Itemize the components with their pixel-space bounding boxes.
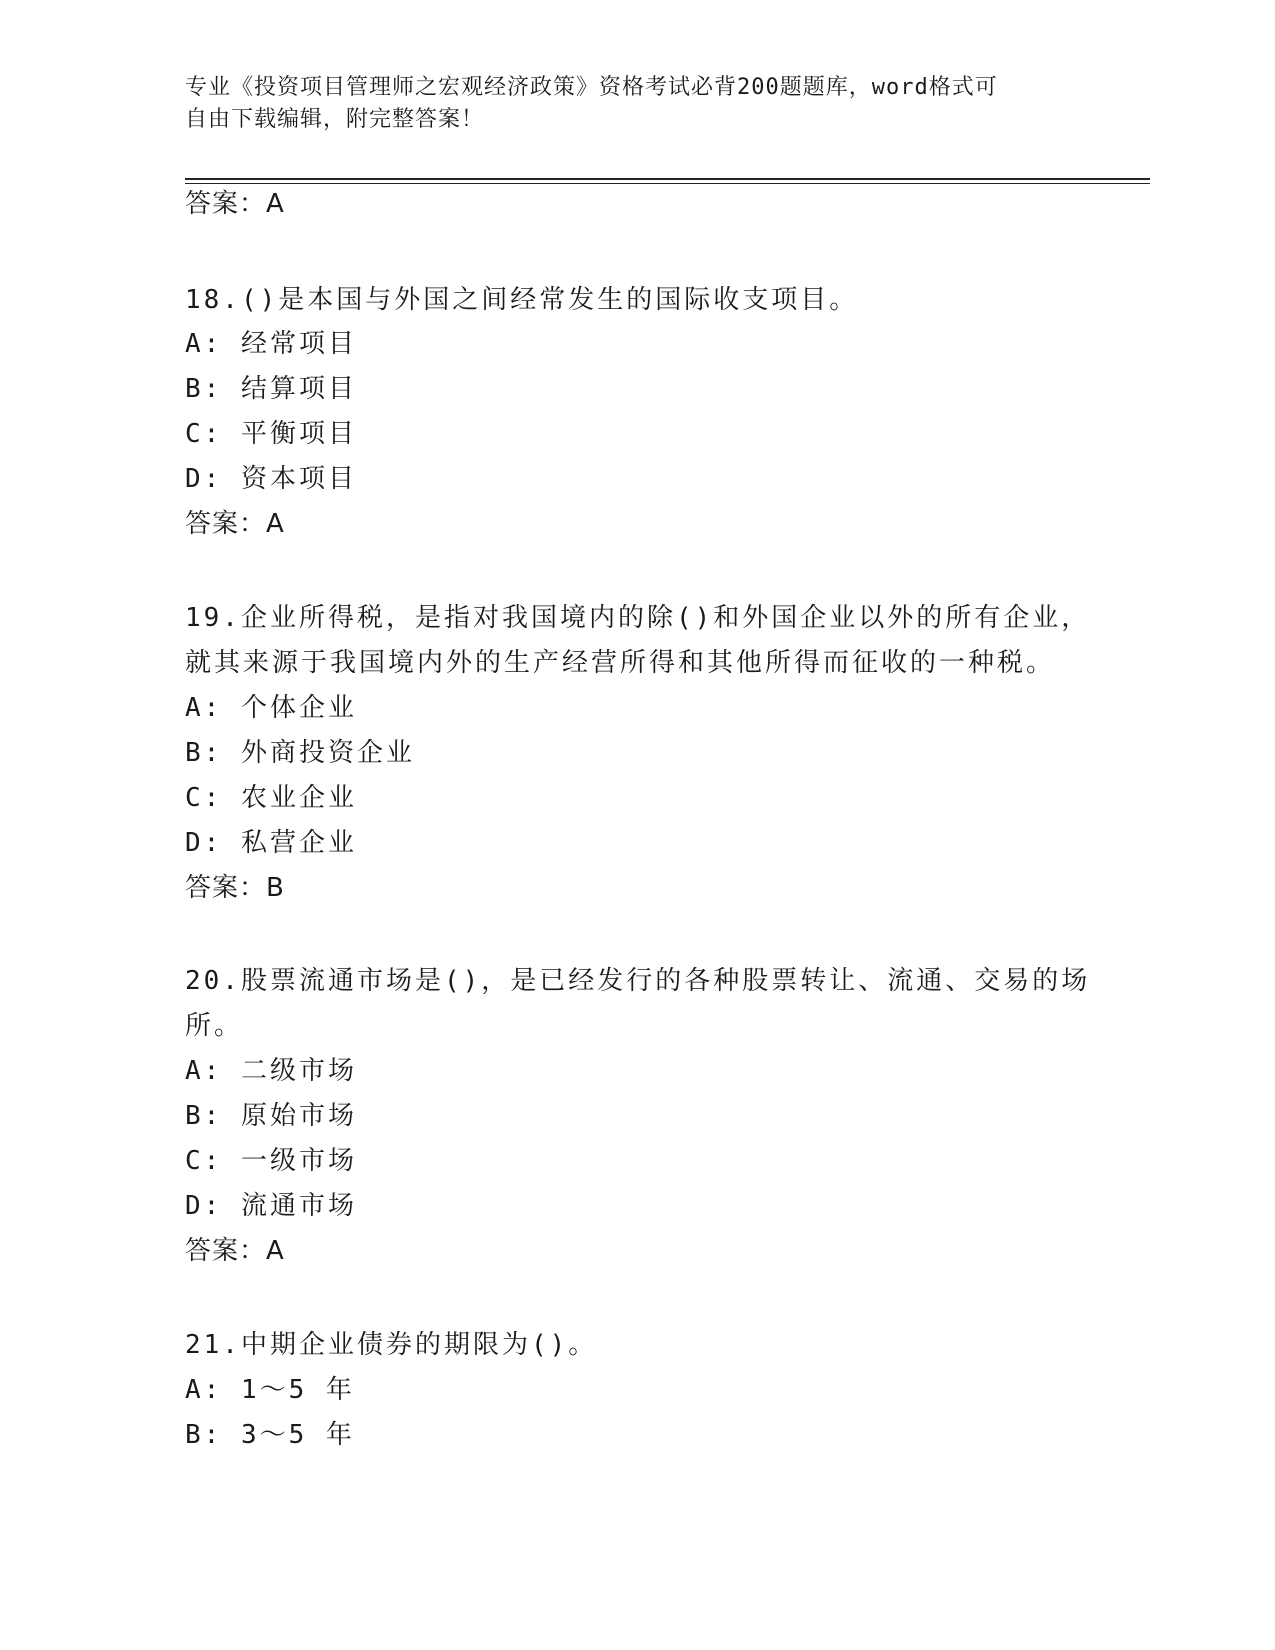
question-20-answer: 答案：A [185, 1236, 285, 1266]
question-20-option-c: C: 一级市场 [185, 1146, 357, 1176]
question-20-stem-line-1: 20.股票流通市场是()，是已经发行的各种股票转让、流通、交易的场 [185, 966, 1091, 996]
question-21-stem: 21.中期企业债券的期限为()。 [185, 1330, 598, 1360]
question-19-stem-line-1: 19.企业所得税，是指对我国境内的除()和外国企业以外的所有企业， [185, 603, 1091, 633]
question-18-option-a: A: 经常项目 [185, 329, 357, 359]
question-18-option-b: B: 结算项目 [185, 374, 357, 404]
question-21-option-a: A: 1～5 年 [185, 1375, 355, 1405]
question-19-option-d: D: 私营企业 [185, 828, 357, 858]
question-19-stem-line-2: 就其来源于我国境内外的生产经营所得和其他所得而征收的一种税。 [185, 648, 1056, 678]
question-21-option-b: B: 3～5 年 [185, 1420, 355, 1450]
question-18-option-c: C: 平衡项目 [185, 419, 357, 449]
header-divider-thin [185, 183, 1150, 184]
header-line-1: 专业《投资项目管理师之宏观经济政策》资格考试必背200题题库，word格式可 [185, 75, 998, 100]
question-20-option-a: A: 二级市场 [185, 1056, 357, 1086]
question-20-option-b: B: 原始市场 [185, 1101, 357, 1131]
question-20-stem-line-2: 所。 [185, 1011, 244, 1041]
document-header [185, 72, 1065, 136]
question-18-answer: 答案：A [185, 509, 285, 539]
question-19-answer: 答案：B [185, 873, 285, 903]
question-19-option-a: A: 个体企业 [185, 693, 357, 723]
header-divider-thick [185, 178, 1150, 180]
header-line-2: 自由下载编辑，附完整答案！ [185, 107, 485, 132]
question-19-option-c: C: 农业企业 [185, 783, 357, 813]
question-19-option-b: B: 外商投资企业 [185, 738, 415, 768]
question-18-stem: 18.()是本国与外国之间经常发生的国际收支项目。 [185, 285, 859, 315]
question-18-option-d: D: 资本项目 [185, 464, 357, 494]
answer-line: 答案：A [185, 189, 285, 219]
question-20-option-d: D: 流通市场 [185, 1191, 357, 1221]
